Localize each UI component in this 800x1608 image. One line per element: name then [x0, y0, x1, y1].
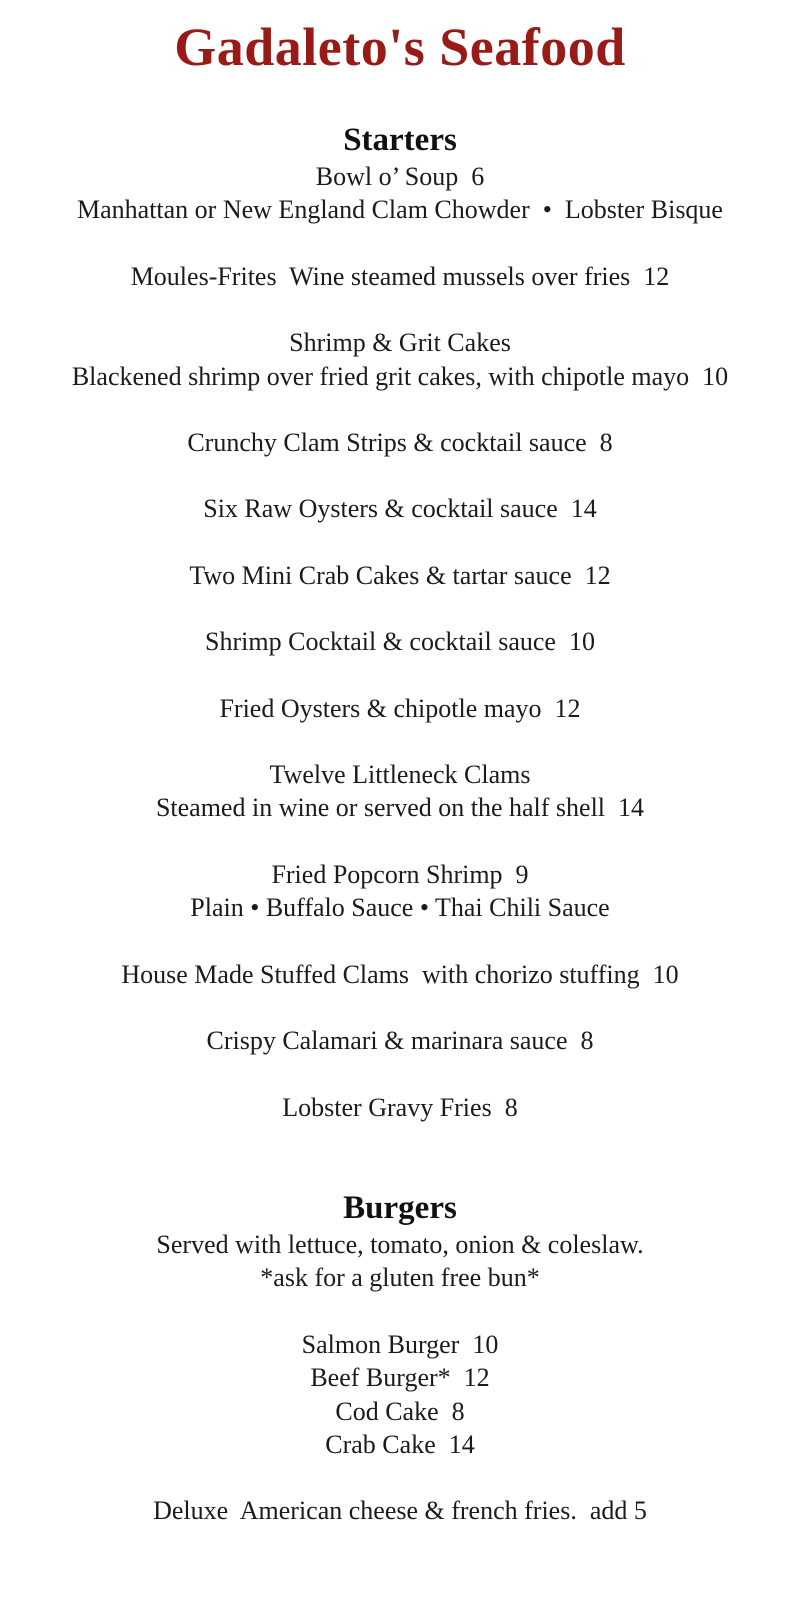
item-text: Crispy Calamari & marinara sauce [206, 1026, 568, 1056]
menu-item-crispy-calamari [0, 1024, 800, 1057]
item-text: Salmon Burger [301, 1329, 460, 1359]
burgers-heading: Burgers [343, 1189, 457, 1226]
menu-item-salmon-burger [0, 1328, 800, 1361]
item-text: Bowl o’ Soup [315, 162, 459, 191]
item-line [0, 1024, 800, 1057]
menu-item-cod-cake [0, 1395, 800, 1428]
item-line [0, 559, 800, 592]
item-text: Crab Cake [325, 1429, 436, 1459]
item-text: Plain • Buffalo Sauce • Thai Chili Sauce [190, 893, 610, 923]
item-price: 14 [618, 793, 645, 823]
item-price: 14 [570, 494, 597, 524]
menu-item-lobster-gravy-fries [0, 1091, 800, 1124]
item-text: Two Mini Crab Cakes & tartar sauce [189, 560, 572, 590]
menu-item-fried-oysters [0, 692, 800, 725]
item-text: Cod Cake [335, 1396, 439, 1426]
item-line [0, 625, 800, 658]
page-title: Gadaleto's Seafood [174, 17, 626, 77]
starters-section [0, 120, 800, 1124]
menu-item-soup [0, 160, 800, 227]
item-line [0, 958, 800, 991]
menu-item-popcorn-shrimp [0, 858, 800, 925]
item-text: Beef Burger* [310, 1363, 451, 1393]
item-text: Shrimp Cocktail & cocktail sauce [205, 627, 556, 657]
menu-item-beef-burger [0, 1361, 800, 1394]
item-line [0, 193, 800, 226]
item-price: add 5 [589, 1496, 647, 1526]
menu-item-raw-oysters [0, 492, 800, 525]
menu-item-moules-frites [0, 260, 800, 293]
item-price: 8 [504, 1092, 518, 1122]
item-price: 12 [463, 1363, 490, 1393]
item-text: Fried Popcorn Shrimp [271, 859, 503, 889]
item-line [0, 360, 800, 393]
starters-items [0, 160, 800, 1124]
burgers-note: Served with lettuce, tomato, onion & coleslaw. [156, 1229, 644, 1259]
item-price: 6 [471, 162, 485, 191]
burgers-gluten-note: *ask for a gluten free bun* [260, 1263, 540, 1293]
menu-item-shrimp-grit-cakes [0, 326, 800, 393]
item-line [0, 260, 800, 293]
item-price: 12 [584, 560, 611, 590]
item-text: Fried Oysters & chipotle mayo [219, 693, 542, 723]
item-text: Twelve Littleneck Clams [269, 760, 531, 790]
item-price: 10 [652, 959, 679, 989]
item-price: 8 [451, 1396, 465, 1426]
item-text: Six Raw Oysters & cocktail sauce [203, 494, 558, 524]
menu-item-deluxe-addon [0, 1494, 800, 1527]
item-text: Blackened shrimp over fried grit cakes, with chipotle mayo [71, 361, 690, 391]
item-text: Steamed in wine or served on the half shell [155, 793, 606, 823]
menu-item-littleneck-clams [0, 758, 800, 825]
menu-item-shrimp-cocktail [0, 625, 800, 658]
item-text: Manhattan or New England Clam Chowder • Lobster Bisque [77, 195, 723, 225]
menu-item-mini-crab-cakes [0, 559, 800, 592]
item-text: Moules-Frites Wine steamed mussels over fries [130, 261, 631, 291]
item-price: 8 [580, 1026, 594, 1056]
menu-item-clam-strips [0, 426, 800, 459]
item-line [0, 692, 800, 725]
item-text: Lobster Gravy Fries [282, 1092, 492, 1122]
item-price: 10 [568, 627, 595, 657]
item-line [0, 492, 800, 525]
item-price: 12 [554, 693, 581, 723]
item-line [0, 758, 800, 791]
item-price: 9 [515, 859, 529, 889]
item-text: Deluxe American cheese & french fries. [153, 1496, 577, 1526]
item-line [0, 891, 800, 924]
item-line [0, 1091, 800, 1124]
burgers-section [0, 1188, 800, 1528]
item-line [0, 160, 800, 193]
item-text: Crunchy Clam Strips & cocktail sauce [187, 428, 587, 458]
menu-item-stuffed-clams [0, 958, 800, 991]
item-text: House Made Stuffed Clams with chorizo stuffing [121, 959, 640, 989]
starters-heading: Starters [343, 122, 457, 158]
item-price: 10 [702, 361, 729, 391]
item-price: 12 [643, 261, 670, 291]
item-line [0, 326, 800, 359]
item-line [0, 791, 800, 824]
item-price: 14 [448, 1429, 475, 1459]
item-line [0, 858, 800, 891]
item-text: Shrimp & Grit Cakes [289, 328, 511, 358]
burgers-items [0, 1328, 800, 1462]
item-price: 10 [472, 1329, 499, 1359]
menu-item-crab-cake [0, 1428, 800, 1461]
item-price: 8 [599, 428, 613, 458]
item-line [0, 426, 800, 459]
